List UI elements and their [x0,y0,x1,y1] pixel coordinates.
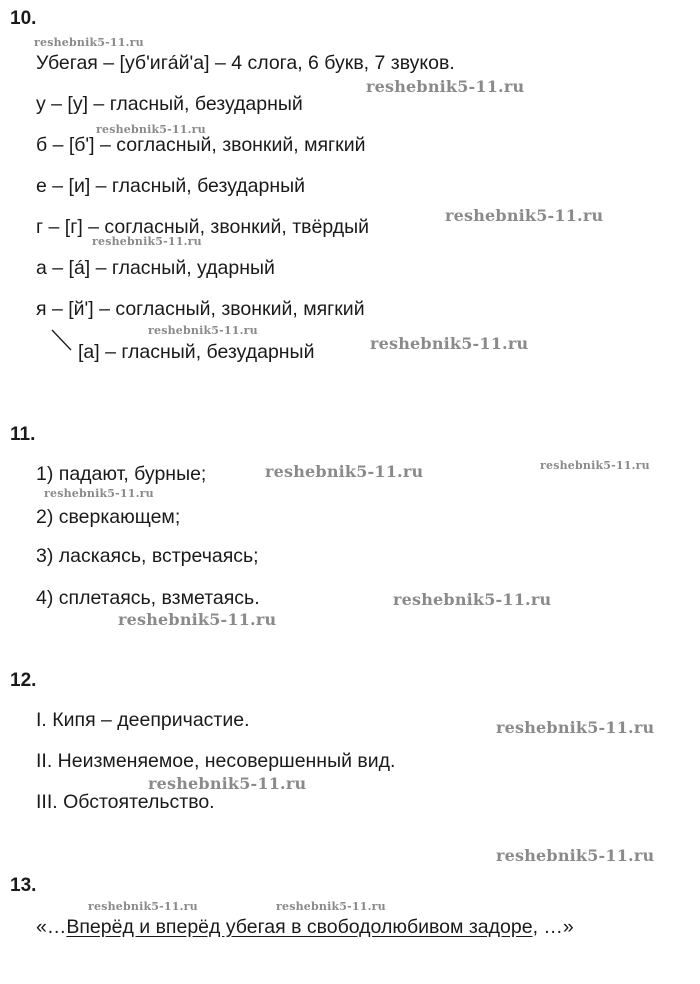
watermark: reshebnik5-11.ru [44,487,154,500]
task-12-line-2: II. Неизменяемое, несовершенный вид. [36,750,396,772]
watermark: reshebnik5-11.ru [496,718,655,737]
task-10-line-4: е – [и] – гласный, безударный [36,175,306,197]
watermark: reshebnik5-11.ru [148,324,258,337]
task-11-line-2: 2) сверкающем; [36,506,181,528]
task-10-number: 10. [10,8,37,29]
watermark: reshebnik5-11.ru [148,774,307,793]
task-12-number: 12. [10,670,37,691]
watermark: reshebnik5-11.ru [265,462,424,481]
quote-underlined-text: Вперёд и вперёд убегая в свободолюбивом задоре [66,916,533,938]
watermark: reshebnik5-11.ru [34,36,144,49]
task-10-line-7: я – [й'] – согласный, звонкий, мягкий [36,298,365,320]
quote-close: , …» [532,916,574,938]
watermark: reshebnik5-11.ru [92,235,202,248]
task-11-line-3: 3) ласкаясь, встречаясь; [36,545,259,567]
watermark: reshebnik5-11.ru [370,334,529,353]
watermark: reshebnik5-11.ru [393,590,552,609]
watermark: reshebnik5-11.ru [540,459,650,472]
watermark: reshebnik5-11.ru [96,123,206,136]
watermark: reshebnik5-11.ru [445,206,604,225]
task-13-quote [36,916,574,939]
task-10-line-6: а – [á] – гласный, ударный [36,257,275,279]
task-10-line-8: [а] – гласный, безударный [78,341,315,363]
task-11-line-1: 1) падают, бурные; [36,463,207,485]
task-11-number: 11. [10,424,36,445]
watermark: reshebnik5-11.ru [88,900,198,913]
watermark: reshebnik5-11.ru [276,900,386,913]
watermark: reshebnik5-11.ru [496,846,655,865]
task-12-line-3: III. Обстоятельство. [36,791,215,813]
task-11-line-4: 4) сплетаясь, взметаясь. [36,587,260,609]
watermark: reshebnik5-11.ru [366,77,525,96]
quote-open: «… [36,916,67,938]
task-12-line-1: I. Кипя – деепричастие. [36,709,250,731]
task-10-line-2: у – [у] – гласный, безударный [36,93,303,115]
task-10-line-1: Убегая – [уб'игáй'а] – 4 слога, 6 букв, 7 звуков. [36,52,455,74]
watermark: reshebnik5-11.ru [118,610,277,629]
task-13-number: 13. [10,875,37,896]
task-10-line-3: б – [б'] – согласный, звонкий, мягкий [36,134,366,156]
task-10-line-5: г – [г] – согласный, звонкий, твёрдый [36,216,370,238]
